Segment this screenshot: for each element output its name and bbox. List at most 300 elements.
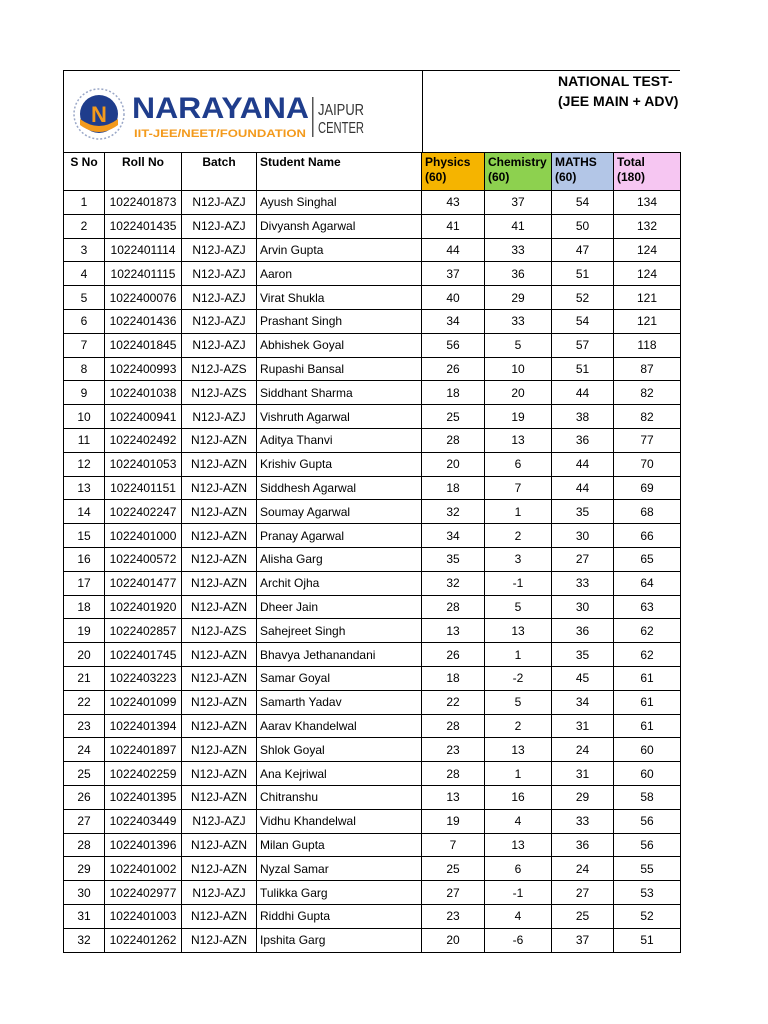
cell-batch: N12J-AZJ [182,309,257,333]
cell-batch: N12J-AZN [182,524,257,548]
results-table [63,152,681,953]
cell-maths: 34 [552,690,614,714]
table-row [64,643,681,667]
cell-sno: 30 [64,881,105,905]
cell-physics: 56 [422,333,485,357]
cell-maths: 30 [552,595,614,619]
cell-batch: N12J-AZJ [182,881,257,905]
table-row [64,809,681,833]
table-row [64,333,681,357]
cell-sno: 6 [64,309,105,333]
cell-physics: 34 [422,309,485,333]
table-row [64,191,681,215]
cell-total: 82 [614,405,681,429]
cell-student-name: Aaron [257,262,422,286]
cell-batch: N12J-AZN [182,785,257,809]
cell-batch: N12J-AZJ [182,262,257,286]
cell-sno: 7 [64,333,105,357]
cell-maths: 47 [552,238,614,262]
cell-roll-no: 1022401114 [105,238,182,262]
cell-student-name: Pranay Agarwal [257,524,422,548]
cell-roll-no: 1022402977 [105,881,182,905]
cell-total: 65 [614,547,681,571]
cell-physics: 43 [422,191,485,215]
cell-total: 66 [614,524,681,548]
table-row [64,309,681,333]
cell-batch: N12J-AZS [182,381,257,405]
table-row [64,666,681,690]
cell-roll-no: 1022402259 [105,762,182,786]
header-divider [422,71,423,153]
cell-chemistry: -1 [485,571,552,595]
cell-chemistry: 5 [485,690,552,714]
cell-student-name: Rupashi Bansal [257,357,422,381]
cell-sno: 2 [64,214,105,238]
col-total [614,153,681,191]
cell-total: 61 [614,714,681,738]
col-physics [422,153,485,191]
cell-maths: 24 [552,857,614,881]
cell-maths: 50 [552,214,614,238]
table-row [64,762,681,786]
cell-maths: 33 [552,809,614,833]
cell-chemistry: 13 [485,833,552,857]
cell-student-name: Chitranshu [257,785,422,809]
cell-student-name: Ipshita Garg [257,928,422,952]
cell-total: 121 [614,286,681,310]
cell-batch: N12J-AZN [182,928,257,952]
table-row [64,904,681,928]
cell-roll-no: 1022401151 [105,476,182,500]
col-student-name: Student Name [257,153,422,191]
cell-maths: 44 [552,452,614,476]
cell-maths: 57 [552,333,614,357]
cell-chemistry: 13 [485,428,552,452]
table-header-row [64,153,681,191]
col-total-label: Total [617,155,645,169]
results-sheet [63,70,680,953]
cell-student-name: Virat Shukla [257,286,422,310]
cell-total: 51 [614,928,681,952]
table-row [64,238,681,262]
cell-maths: 35 [552,643,614,667]
table-row [64,619,681,643]
cell-batch: N12J-AZN [182,738,257,762]
cell-total: 68 [614,500,681,524]
cell-chemistry: -6 [485,928,552,952]
cell-sno: 13 [64,476,105,500]
cell-maths: 27 [552,547,614,571]
cell-roll-no: 1022401000 [105,524,182,548]
cell-total: 62 [614,619,681,643]
cell-batch: N12J-AZJ [182,214,257,238]
col-total-max: (180) [617,170,646,184]
cell-physics: 32 [422,571,485,595]
cell-total: 56 [614,833,681,857]
table-row [64,286,681,310]
table-row [64,714,681,738]
col-chemistry-max: (60) [488,170,510,184]
cell-student-name: Vidhu Khandelwal [257,809,422,833]
cell-roll-no: 1022401873 [105,191,182,215]
cell-physics: 41 [422,214,485,238]
cell-roll-no: 1022401745 [105,643,182,667]
cell-roll-no: 1022401002 [105,857,182,881]
cell-student-name: Riddhi Gupta [257,904,422,928]
cell-physics: 7 [422,833,485,857]
cell-sno: 18 [64,595,105,619]
cell-roll-no: 1022401436 [105,309,182,333]
narayana-emblem-icon [74,89,124,139]
table-row [64,547,681,571]
cell-batch: N12J-AZN [182,690,257,714]
cell-sno: 27 [64,809,105,833]
cell-student-name: Krishiv Gupta [257,452,422,476]
cell-roll-no: 1022401845 [105,333,182,357]
logo-tagline: IIT-JEE/NEET/FOUNDATION [134,128,307,140]
cell-student-name: Soumay Agarwal [257,500,422,524]
cell-sno: 23 [64,714,105,738]
cell-chemistry: 19 [485,405,552,429]
cell-sno: 4 [64,262,105,286]
cell-chemistry: 4 [485,904,552,928]
cell-sno: 5 [64,286,105,310]
cell-physics: 32 [422,500,485,524]
cell-roll-no: 1022400076 [105,286,182,310]
cell-total: 121 [614,309,681,333]
cell-chemistry: 13 [485,738,552,762]
cell-maths: 31 [552,762,614,786]
cell-roll-no: 1022401477 [105,571,182,595]
cell-student-name: Nyzal Samar [257,857,422,881]
cell-chemistry: 3 [485,547,552,571]
cell-total: 134 [614,191,681,215]
cell-physics: 27 [422,881,485,905]
cell-roll-no: 1022401435 [105,214,182,238]
cell-roll-no: 1022402247 [105,500,182,524]
table-row [64,262,681,286]
cell-sno: 15 [64,524,105,548]
cell-student-name: Dheer Jain [257,595,422,619]
cell-physics: 22 [422,690,485,714]
cell-student-name: Arvin Gupta [257,238,422,262]
cell-sno: 3 [64,238,105,262]
col-roll-no: Roll No [105,153,182,191]
logo-center-line2: CENTER [318,120,364,137]
cell-batch: N12J-AZN [182,904,257,928]
cell-total: 55 [614,857,681,881]
cell-physics: 13 [422,785,485,809]
table-row [64,428,681,452]
table-row [64,690,681,714]
cell-maths: 44 [552,381,614,405]
col-sno: S No [64,153,105,191]
cell-sno: 20 [64,643,105,667]
cell-total: 70 [614,452,681,476]
cell-student-name: Divyansh Agarwal [257,214,422,238]
cell-batch: N12J-AZJ [182,405,257,429]
table-row [64,500,681,524]
cell-physics: 28 [422,762,485,786]
cell-maths: 44 [552,476,614,500]
cell-physics: 23 [422,738,485,762]
cell-sno: 21 [64,666,105,690]
cell-sno: 31 [64,904,105,928]
cell-roll-no: 1022401262 [105,928,182,952]
cell-chemistry: -1 [485,881,552,905]
table-row [64,928,681,952]
cell-batch: N12J-AZN [182,857,257,881]
cell-maths: 38 [552,405,614,429]
cell-physics: 28 [422,595,485,619]
cell-batch: N12J-AZJ [182,809,257,833]
cell-chemistry: 20 [485,381,552,405]
table-row [64,476,681,500]
cell-roll-no: 1022401395 [105,785,182,809]
cell-total: 56 [614,809,681,833]
cell-maths: 52 [552,286,614,310]
cell-maths: 31 [552,714,614,738]
cell-chemistry: 1 [485,500,552,524]
col-physics-max: (60) [425,170,447,184]
cell-chemistry: 33 [485,238,552,262]
table-row [64,785,681,809]
table-row [64,524,681,548]
table-row [64,857,681,881]
cell-roll-no: 1022401115 [105,262,182,286]
cell-student-name: Ayush Singhal [257,191,422,215]
cell-roll-no: 1022401099 [105,690,182,714]
cell-roll-no: 1022401396 [105,833,182,857]
cell-batch: N12J-AZN [182,595,257,619]
cell-total: 87 [614,357,681,381]
cell-total: 60 [614,738,681,762]
cell-chemistry: 29 [485,286,552,310]
cell-maths: 33 [552,571,614,595]
cell-roll-no: 1022400572 [105,547,182,571]
cell-chemistry: 33 [485,309,552,333]
cell-student-name: Aditya Thanvi [257,428,422,452]
cell-chemistry: 2 [485,714,552,738]
cell-student-name: Samar Goyal [257,666,422,690]
cell-maths: 51 [552,357,614,381]
table-row [64,571,681,595]
cell-physics: 28 [422,428,485,452]
cell-total: 124 [614,262,681,286]
cell-chemistry: 41 [485,214,552,238]
col-chemistry-label: Chemistry [488,155,547,169]
table-row [64,881,681,905]
cell-batch: N12J-AZN [182,666,257,690]
cell-sno: 17 [64,571,105,595]
cell-sno: 25 [64,762,105,786]
cell-student-name: Tulikka Garg [257,881,422,905]
cell-chemistry: 5 [485,595,552,619]
cell-sno: 26 [64,785,105,809]
cell-chemistry: 6 [485,452,552,476]
cell-sno: 1 [64,191,105,215]
cell-sno: 24 [64,738,105,762]
cell-maths: 30 [552,524,614,548]
cell-chemistry: 1 [485,643,552,667]
cell-physics: 19 [422,809,485,833]
cell-roll-no: 1022401003 [105,904,182,928]
cell-physics: 35 [422,547,485,571]
cell-physics: 18 [422,666,485,690]
cell-sno: 12 [64,452,105,476]
table-row [64,833,681,857]
test-subtitle: (JEE MAIN + ADV) [558,93,679,109]
cell-sno: 29 [64,857,105,881]
cell-roll-no: 1022402857 [105,619,182,643]
cell-maths: 29 [552,785,614,809]
cell-total: 118 [614,333,681,357]
cell-chemistry: 16 [485,785,552,809]
cell-physics: 44 [422,238,485,262]
cell-chemistry: 36 [485,262,552,286]
cell-total: 58 [614,785,681,809]
cell-maths: 54 [552,309,614,333]
cell-batch: N12J-AZN [182,452,257,476]
cell-student-name: Siddhant Sharma [257,381,422,405]
cell-maths: 54 [552,191,614,215]
cell-student-name: Bhavya Jethanandani [257,643,422,667]
cell-batch: N12J-AZN [182,547,257,571]
logo-center-line1: JAIPUR [318,102,364,119]
cell-batch: N12J-AZN [182,428,257,452]
cell-sno: 28 [64,833,105,857]
cell-batch: N12J-AZN [182,571,257,595]
col-physics-label: Physics [425,155,471,169]
cell-total: 63 [614,595,681,619]
cell-total: 69 [614,476,681,500]
cell-batch: N12J-AZN [182,476,257,500]
cell-student-name: Archit Ojha [257,571,422,595]
logo-name: NARAYANA [132,92,309,125]
cell-physics: 18 [422,476,485,500]
cell-sno: 8 [64,357,105,381]
cell-chemistry: 37 [485,191,552,215]
cell-physics: 20 [422,928,485,952]
table-row [64,452,681,476]
cell-maths: 27 [552,881,614,905]
cell-physics: 28 [422,714,485,738]
cell-roll-no: 1022403449 [105,809,182,833]
cell-roll-no: 1022401920 [105,595,182,619]
cell-sno: 19 [64,619,105,643]
cell-sno: 11 [64,428,105,452]
cell-roll-no: 1022403223 [105,666,182,690]
cell-maths: 36 [552,619,614,643]
test-title: NATIONAL TEST- [558,73,673,89]
cell-physics: 13 [422,619,485,643]
cell-chemistry: 13 [485,619,552,643]
cell-maths: 35 [552,500,614,524]
cell-physics: 34 [422,524,485,548]
cell-roll-no: 1022401053 [105,452,182,476]
cell-maths: 45 [552,666,614,690]
cell-total: 132 [614,214,681,238]
col-maths [552,153,614,191]
cell-student-name: Vishruth Agarwal [257,405,422,429]
cell-student-name: Aarav Khandelwal [257,714,422,738]
cell-maths: 37 [552,928,614,952]
cell-total: 64 [614,571,681,595]
cell-physics: 23 [422,904,485,928]
cell-sno: 14 [64,500,105,524]
cell-student-name: Prashant Singh [257,309,422,333]
cell-chemistry: 6 [485,857,552,881]
cell-student-name: Abhishek Goyal [257,333,422,357]
col-maths-label: MATHS [555,155,597,169]
table-row [64,405,681,429]
cell-total: 61 [614,666,681,690]
cell-chemistry: 4 [485,809,552,833]
cell-roll-no: 1022402492 [105,428,182,452]
cell-chemistry: 10 [485,357,552,381]
cell-physics: 25 [422,405,485,429]
cell-sno: 9 [64,381,105,405]
cell-student-name: Milan Gupta [257,833,422,857]
table-row [64,738,681,762]
cell-physics: 26 [422,643,485,667]
cell-roll-no: 1022400993 [105,357,182,381]
table-row [64,357,681,381]
cell-batch: N12J-AZS [182,357,257,381]
cell-total: 52 [614,904,681,928]
cell-roll-no: 1022400941 [105,405,182,429]
cell-total: 124 [614,238,681,262]
col-batch: Batch [182,153,257,191]
cell-batch: N12J-AZN [182,762,257,786]
cell-batch: N12J-AZN [182,500,257,524]
sheet-header [63,70,680,152]
cell-student-name: Shlok Goyal [257,738,422,762]
cell-roll-no: 1022401897 [105,738,182,762]
col-maths-max: (60) [555,170,577,184]
cell-roll-no: 1022401394 [105,714,182,738]
narayana-logo [72,85,372,145]
cell-sno: 10 [64,405,105,429]
cell-student-name: Ana Kejriwal [257,762,422,786]
cell-maths: 24 [552,738,614,762]
cell-maths: 36 [552,833,614,857]
cell-batch: N12J-AZN [182,643,257,667]
svg-text:N: N [91,102,107,127]
cell-student-name: Sahejreet Singh [257,619,422,643]
cell-student-name: Alisha Garg [257,547,422,571]
table-row [64,214,681,238]
cell-physics: 25 [422,857,485,881]
cell-physics: 37 [422,262,485,286]
cell-maths: 25 [552,904,614,928]
cell-physics: 18 [422,381,485,405]
cell-chemistry: 7 [485,476,552,500]
cell-total: 62 [614,643,681,667]
cell-chemistry: 2 [485,524,552,548]
cell-total: 53 [614,881,681,905]
cell-sno: 22 [64,690,105,714]
cell-batch: N12J-AZN [182,833,257,857]
cell-sno: 32 [64,928,105,952]
cell-batch: N12J-AZN [182,714,257,738]
cell-total: 82 [614,381,681,405]
cell-batch: N12J-AZJ [182,333,257,357]
cell-chemistry: -2 [485,666,552,690]
cell-sno: 16 [64,547,105,571]
cell-batch: N12J-AZJ [182,286,257,310]
cell-maths: 36 [552,428,614,452]
